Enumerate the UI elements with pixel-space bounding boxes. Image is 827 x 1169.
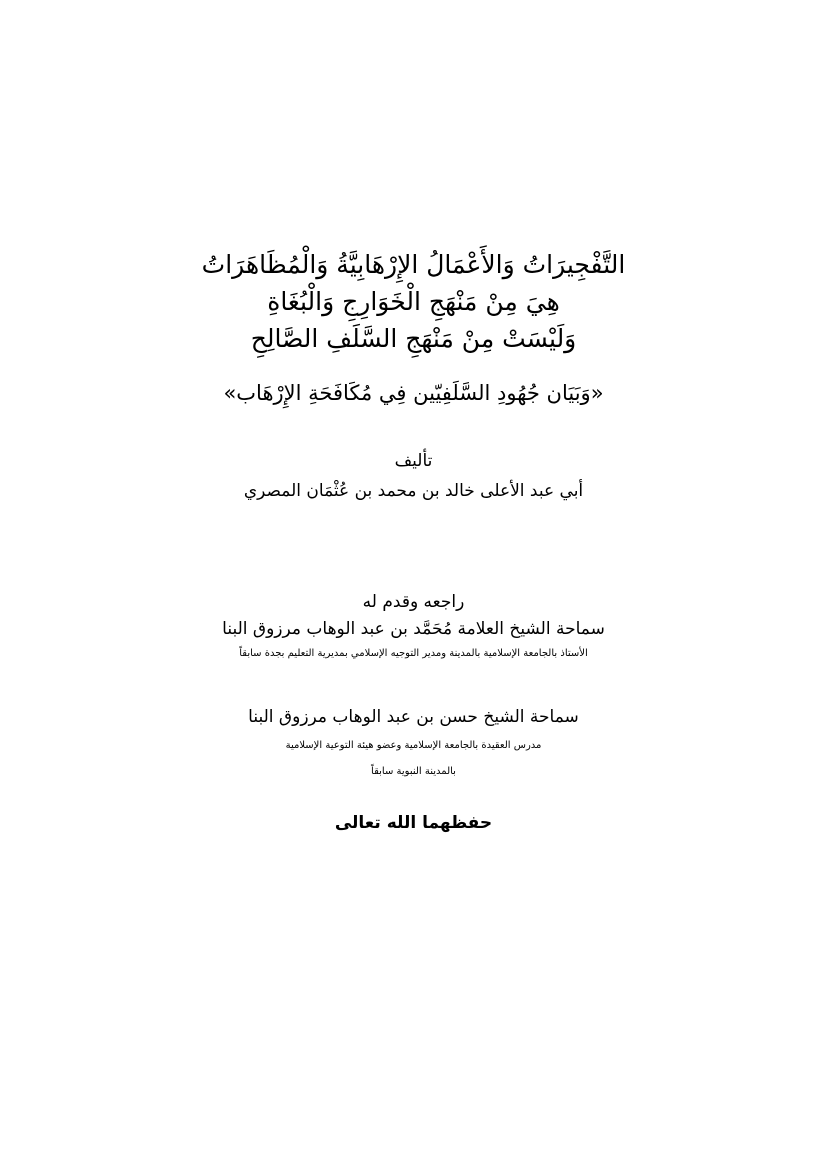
closing-blessing: حفظهما الله تعالى bbox=[334, 813, 493, 833]
reviewer-2-description-line-2: بالمدينة النبوية سابقاً bbox=[371, 766, 456, 777]
author-name: أبي عبد الأعلى خالد بن محمد بن عُثْمَان المصري bbox=[243, 481, 584, 501]
reviewer-1-description: الأستاذ بالجامعة الإسلامية بالمدينة ومدير التوجيه الإسلامي بمديرية التعليم بجدة سابقاً bbox=[239, 648, 588, 659]
reviewer-2-name: سماحة الشيخ حسن بن عبد الوهاب مرزوق البنا bbox=[248, 707, 579, 727]
book-subtitle: «وَبَيَان جُهُودِ السَّلَفِيّين فِي مُكَافَحَةِ الإِرْهَاب» bbox=[223, 381, 604, 405]
reviewer-2-description-line-1: مدرس العقيدة بالجامعة الإسلامية وعضو هيئة التوعية الإسلامية bbox=[285, 740, 542, 751]
book-title-line-3: وَلَيْسَتْ مِنْ مَنْهَجِ السَّلَفِ الصَّالِحِ bbox=[250, 324, 577, 353]
review-label: راجعه وقدم له bbox=[362, 592, 465, 612]
author-label: تأليف bbox=[394, 451, 433, 471]
book-title-line-2: هِيَ مِنْ مَنْهَجِ الْخَوَارِجِ وَالْبُغَاةِ bbox=[267, 287, 560, 316]
reviewer-1-name: سماحة الشيخ العلامة مُحَمَّد بن عبد الوهاب مرزوق البنا bbox=[222, 619, 605, 639]
book-title-line-1: التَّفْجِيرَاتُ وَالأَعْمَالُ الإِرْهَابِيَّةُ وَالْمُظَاهَرَاتُ bbox=[201, 250, 626, 279]
